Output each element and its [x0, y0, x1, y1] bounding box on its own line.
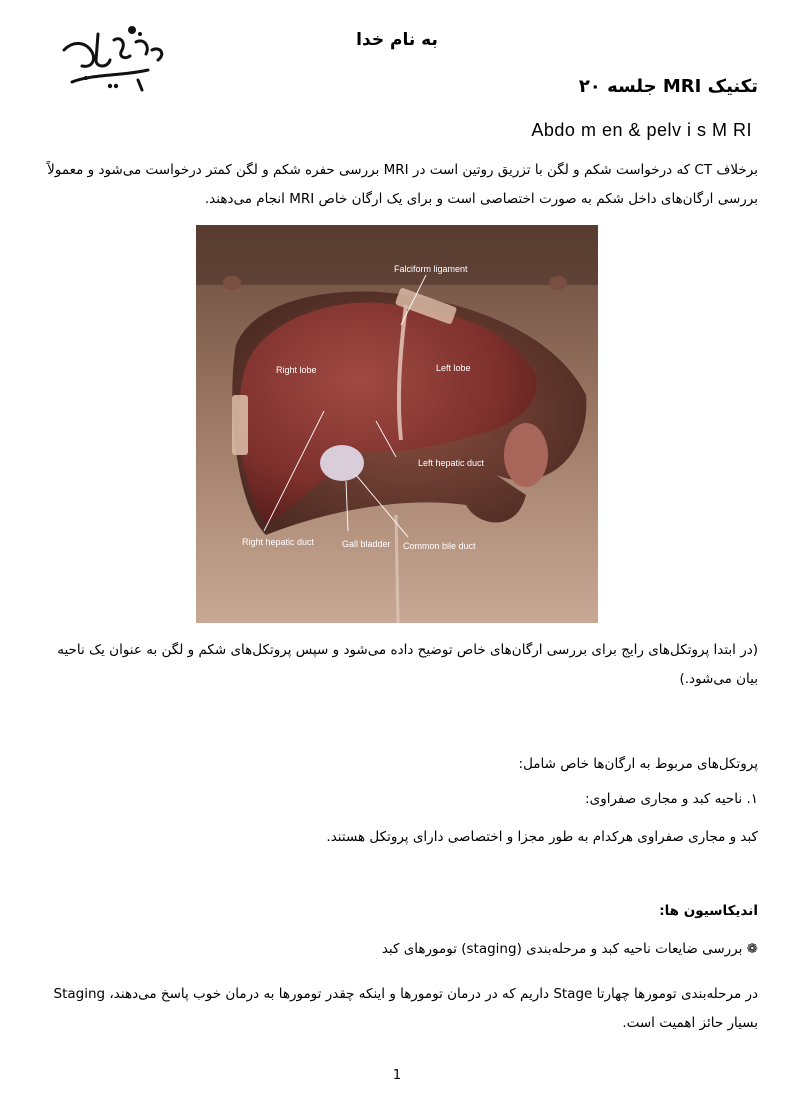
intro-paragraph: برخلاف CT که درخواست شکم و لگن با تزریق روتین است در MRI بررسی حفره شکم و لگن کمتر درخواست می‌شود و معمولاً بررسی ارگان‌های داخل شکم به صورت اختصاصی است و برای یک ارگان خاص MRI انجام می‌دهند.: [47, 162, 758, 207]
liver-anatomy-figure: [196, 225, 598, 623]
staging-paragraph: در مرحله‌بندی تومورها چهارتا Stage داریم که در درمان تومورها و اینکه چقدر تومورها به درمان خوب پاسخ می‌دهند، Staging بسیار حائز اهمیت است.: [53, 986, 758, 1031]
page-title: تکنیک MRI جلسه ۲۰: [578, 76, 758, 97]
label-gall-bladder: Gall bladder: [342, 539, 391, 549]
page-number: 1: [392, 1068, 402, 1083]
label-left-hepatic-duct: Left hepatic duct: [418, 458, 485, 468]
note-paragraph: (در ابتدا پروتکل‌های رایج برای بررسی ارگان‌های خاص توضیح داده می‌شود و سپس پروتکل‌های شکم و لگن به عنوان یک ناحیه بیان می‌شود.): [57, 642, 758, 687]
label-right-hepatic-duct: Right hepatic duct: [242, 537, 315, 547]
label-common-bile-duct: Common bile duct: [403, 541, 476, 551]
label-falciform: Falciform ligament: [394, 264, 468, 274]
page-subtitle: Abdo m en & pelv i s M RI: [531, 120, 752, 140]
liver-text: کبد و مجاری صفراوی هرکدام به طور مجزا و اختصاصی دارای پروتکل هستند.: [326, 829, 758, 845]
label-left-lobe: Left lobe: [436, 363, 471, 373]
protocols-intro: پروتکل‌های مربوط به ارگان‌ها خاص شامل:: [518, 756, 758, 772]
bullet-item: ❁ بررسی ضایعات ناحیه کبد و مرحله‌بندی (staging) تومورهای کبد: [381, 941, 758, 957]
radiology-logo: [52, 20, 172, 98]
bismillah: به نام خدا: [356, 30, 438, 50]
indications-heading: اندیکاسیون ها:: [659, 903, 758, 919]
label-right-lobe: Right lobe: [276, 365, 317, 375]
list-item-1: ۱. ناحیه کبد و مجاری صفراوی:: [585, 791, 758, 807]
